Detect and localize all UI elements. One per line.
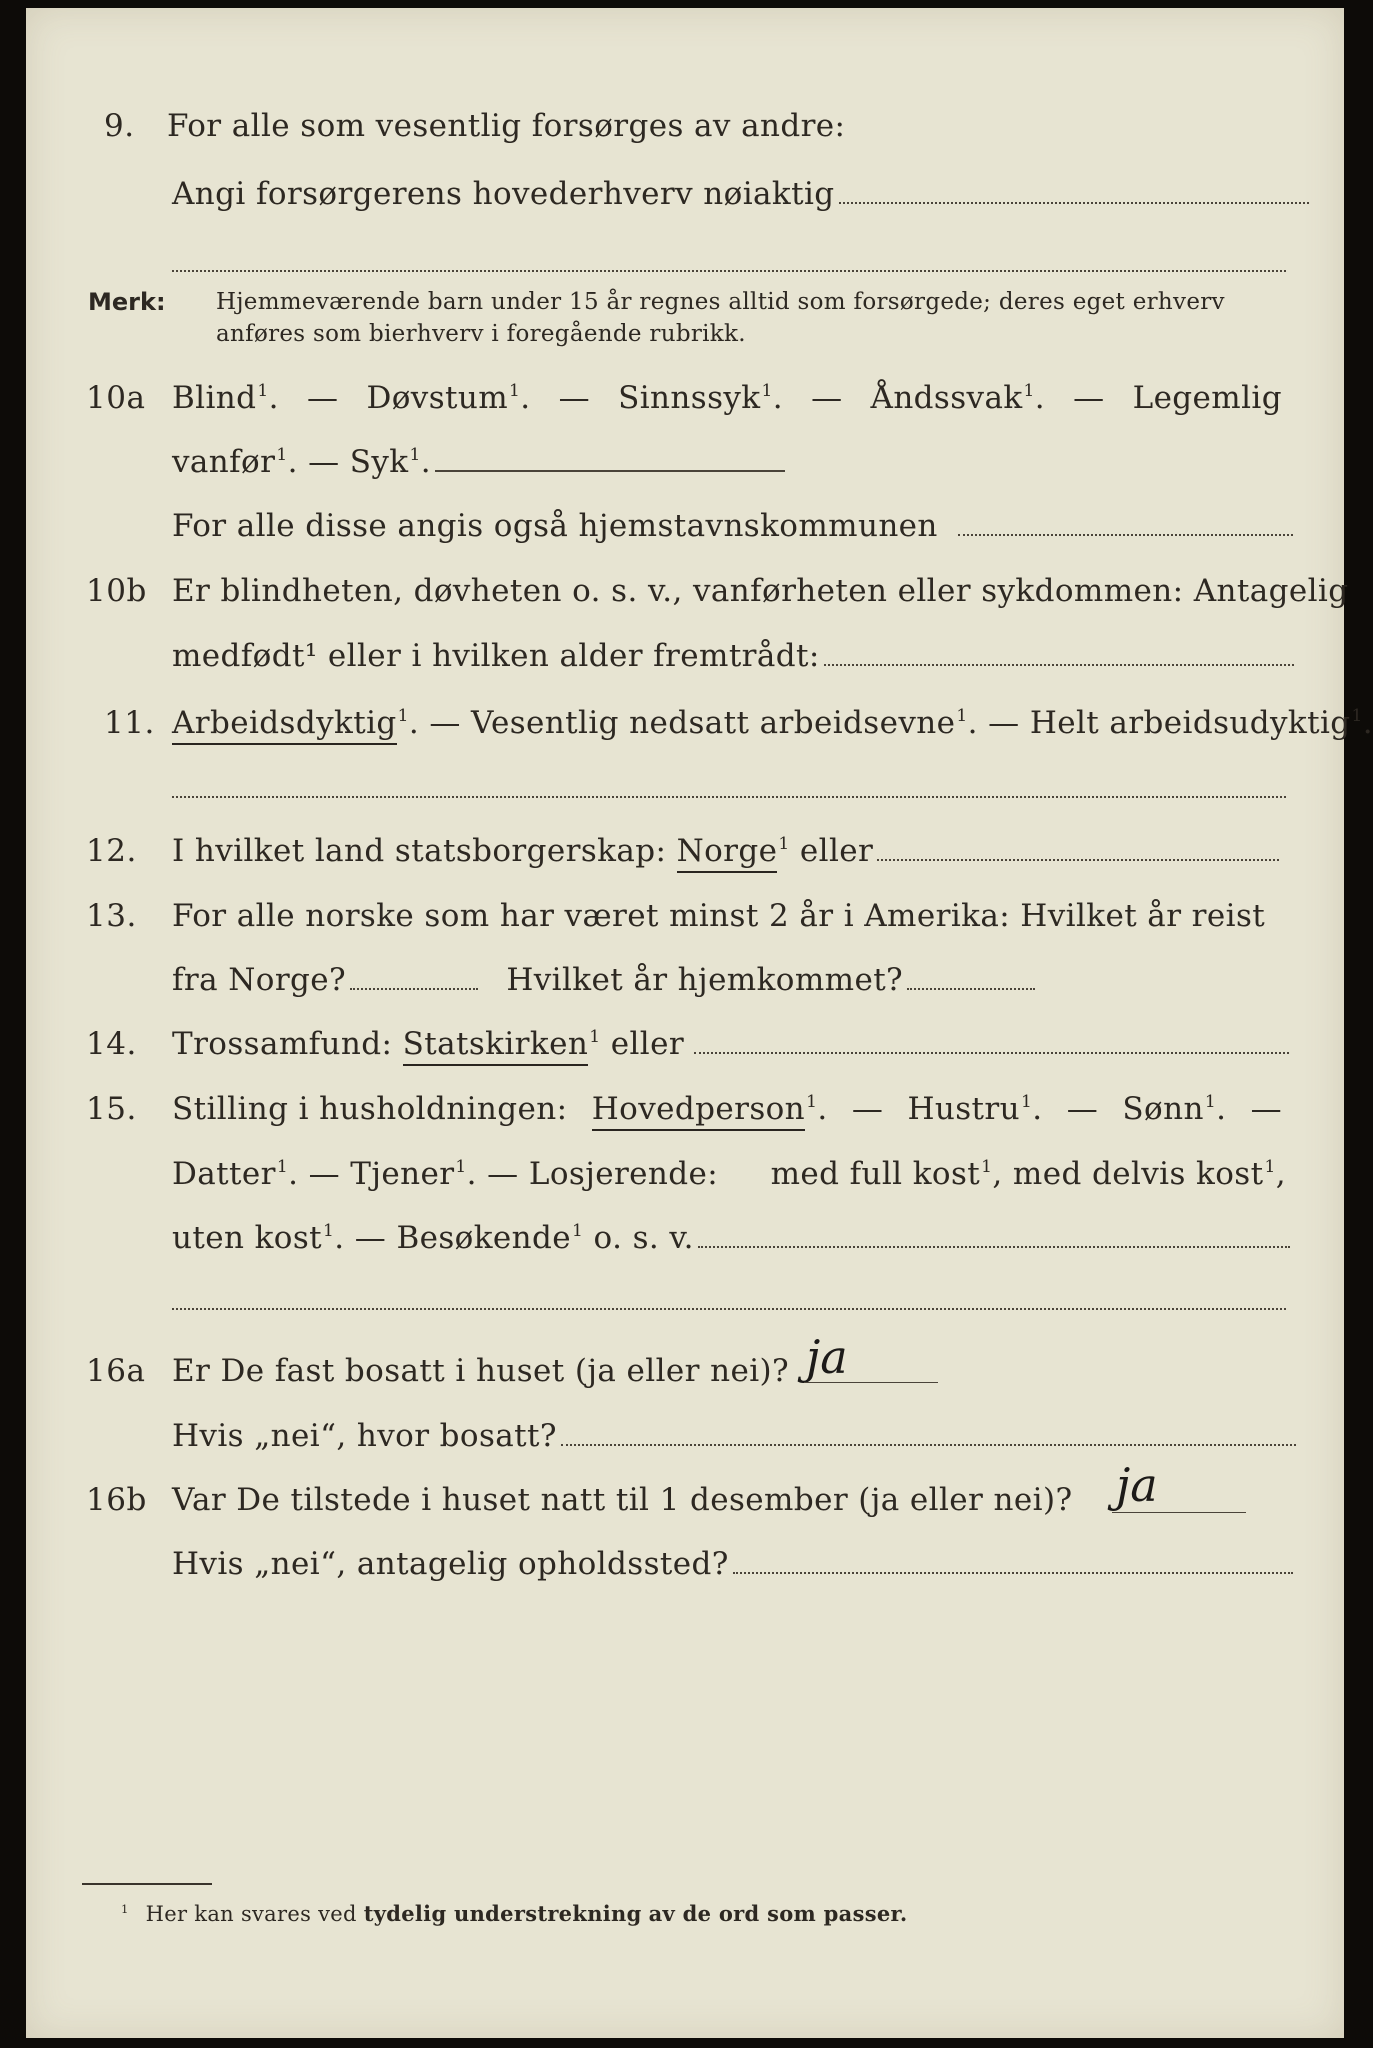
footnote-text3: av de ord som passer. (648, 1901, 908, 1926)
q12-eller: eller (799, 833, 874, 869)
footnote-rule (82, 1883, 212, 1885)
q16a-answer-line (804, 1382, 938, 1383)
q15-hovedperson-underlined: Hovedperson (592, 1091, 805, 1131)
q16a-line1: Er De fast bosatt i huset (ja eller nei)? (172, 1353, 790, 1389)
q16a-line2 (172, 1418, 1296, 1454)
q10b-line2 (172, 638, 1294, 674)
merk-label: Merk: (88, 288, 166, 316)
q15-losjerende: Losjerende: (528, 1156, 719, 1192)
q13-number: 13. (86, 898, 137, 934)
q15-hustru: Hustru (907, 1091, 1021, 1127)
q14-eller: eller (610, 1026, 685, 1062)
q10b-line2-text: medfødt¹ eller i hvilken alder fremtrådt: (172, 638, 820, 674)
q15-osv: o. s. v. (593, 1220, 694, 1256)
q9-answer-line (839, 201, 1309, 204)
q13-reist-line (350, 987, 478, 990)
q14-line1: Trossamfund: Statskirken$^1$ eller (172, 1026, 1289, 1062)
q15-answer-line (698, 1245, 1290, 1248)
q11-continuation-line (172, 796, 1286, 798)
q15-sonn: Sønn (1122, 1091, 1204, 1127)
q14-text: Trossamfund: (172, 1026, 393, 1062)
q10a-legemlig: Legemlig (1132, 380, 1282, 416)
q15-full-kost: med full kost (770, 1156, 981, 1192)
q10a-sinnssyk: Sinnssyk (618, 380, 761, 416)
q16b-answer-line (1112, 1512, 1246, 1513)
q16b-opholdssted-line (733, 1571, 1293, 1574)
q9-number: 9. (104, 108, 135, 144)
q9-line2 (172, 176, 1309, 212)
q10b-line1: Er blindheten, døvheten o. s. v., vanførheten eller sykdommen: Antagelig (172, 573, 1349, 609)
q15-line1: Stilling i husholdningen: Hovedperson$^1$. — Hustru$^1$. — Sønn$^1$. — (172, 1091, 1282, 1127)
q9-continuation-line (172, 270, 1286, 272)
q10a-syk-answer-line (435, 469, 785, 472)
q14-statskirken-underlined: Statskirken (403, 1026, 589, 1066)
q10a-line1: Blind$^1$. — Døvstum$^1$. — Sinnssyk$^1$. — Åndssvak$^1$. — Legemlig (172, 380, 1282, 416)
q15-line3: uten kost$^1$. — Besøkende$^1$ o. s. v. (172, 1220, 1290, 1256)
q16b-line2-text: Hvis „nei“, antagelig opholdssted? (172, 1546, 729, 1582)
q15-number: 15. (86, 1091, 137, 1127)
merk-line2: anføres som bierhverv i foregående rubrikk. (216, 321, 746, 347)
q13-hjemkommet-label: Hvilket år hjemkommet? (506, 962, 904, 998)
q10a-andssvak: Åndssvak (870, 380, 1023, 416)
q15-delvis-kost: med delvis kost (1012, 1156, 1264, 1192)
footnote-text1: Her kan svares ved (145, 1902, 357, 1926)
q16b-line2 (172, 1546, 1293, 1582)
q11-number: 11. (104, 705, 155, 741)
q16b-handwritten-answer: ja (1116, 1458, 1158, 1512)
q10b-answer-line (824, 663, 1294, 666)
q16a-line2-text: Hvis „nei“, hvor bosatt? (172, 1418, 557, 1454)
merk-line1: Hjemmeværende barn under 15 år regnes alltid som forsørgede; deres eget erhverv (216, 289, 1225, 315)
q15-text: Stilling i husholdningen: (172, 1091, 568, 1127)
q13-hjemkommet-line (907, 987, 1035, 990)
q16b-line1: Var De tilstede i huset natt til 1 desember (ja eller nei)? (172, 1482, 1073, 1518)
q16a-number: 16a (86, 1353, 146, 1389)
q11-udyktig: Helt arbeidsudyktig (1029, 705, 1351, 741)
q15-line2: Datter$^1$. — Tjener$^1$. — Losjerende: med full kost$^1$, med delvis kost$^1$, (172, 1156, 1286, 1192)
q10a-line3-text: For alle disse angis også hjemstavnskommunen (172, 508, 938, 544)
q10a-dovstum: Døvstum (366, 380, 509, 416)
q16b-number: 16b (86, 1482, 147, 1518)
q10b-number: 10b (86, 573, 147, 609)
q13-reist-label: fra Norge? (172, 962, 347, 998)
footnote-mark: 1 (121, 1901, 129, 1916)
q12-text: I hvilket land statsborgerskap: (172, 833, 667, 869)
q13-line1: For alle norske som har været minst 2 år i Amerika: Hvilket år reist (172, 898, 1266, 934)
q16a-bosatt-line (561, 1443, 1296, 1446)
q15-datter: Datter (172, 1156, 276, 1192)
q10a-kommune-line (958, 533, 1293, 536)
q15-continuation-line (172, 1308, 1286, 1310)
q13-line2 (172, 962, 1035, 998)
q12-line1: I hvilket land statsborgerskap: Norge$^1$ eller (172, 833, 1279, 869)
q10a-vanfor: vanfør (172, 444, 276, 480)
q15-besokende: Besøkende (396, 1220, 572, 1256)
q10a-syk: Syk (349, 444, 409, 480)
q10a-line3 (172, 508, 1293, 544)
footnote-text2: tydelig understrekning (363, 1901, 642, 1926)
q14-number: 14. (86, 1026, 137, 1062)
q15-tjener: Tjener (350, 1156, 455, 1192)
q16a-handwritten-answer: ja (806, 1330, 848, 1384)
q9-line1: For alle som vesentlig forsørges av andre: (167, 108, 846, 144)
q9-line2-text: Angi forsørgerens hovederhverv nøiaktig (172, 176, 835, 212)
q10a-line2: vanfør$^1$. — Syk$^1$. (172, 444, 785, 480)
census-form-page (26, 8, 1373, 2038)
q12-norge-underlined: Norge (677, 833, 778, 873)
q12-answer-line (877, 858, 1279, 861)
q11-arbeidsdyktig-underlined: Arbeidsdyktig (172, 705, 397, 745)
q15-uten-kost: uten kost (172, 1220, 323, 1256)
q14-answer-line (694, 1051, 1289, 1054)
q12-number: 12. (86, 833, 137, 869)
footnote (120, 1901, 908, 1926)
q10a-blind: Blind (172, 380, 257, 416)
q11-line1: Arbeidsdyktig$^1$. — Vesentlig nedsatt arbeidsevne$^1$. — Helt arbeidsudyktig$^1$. (172, 705, 1373, 741)
q10a-number: 10a (86, 380, 146, 416)
q11-nedsatt: Vesentlig nedsatt arbeidsevne (471, 705, 956, 741)
